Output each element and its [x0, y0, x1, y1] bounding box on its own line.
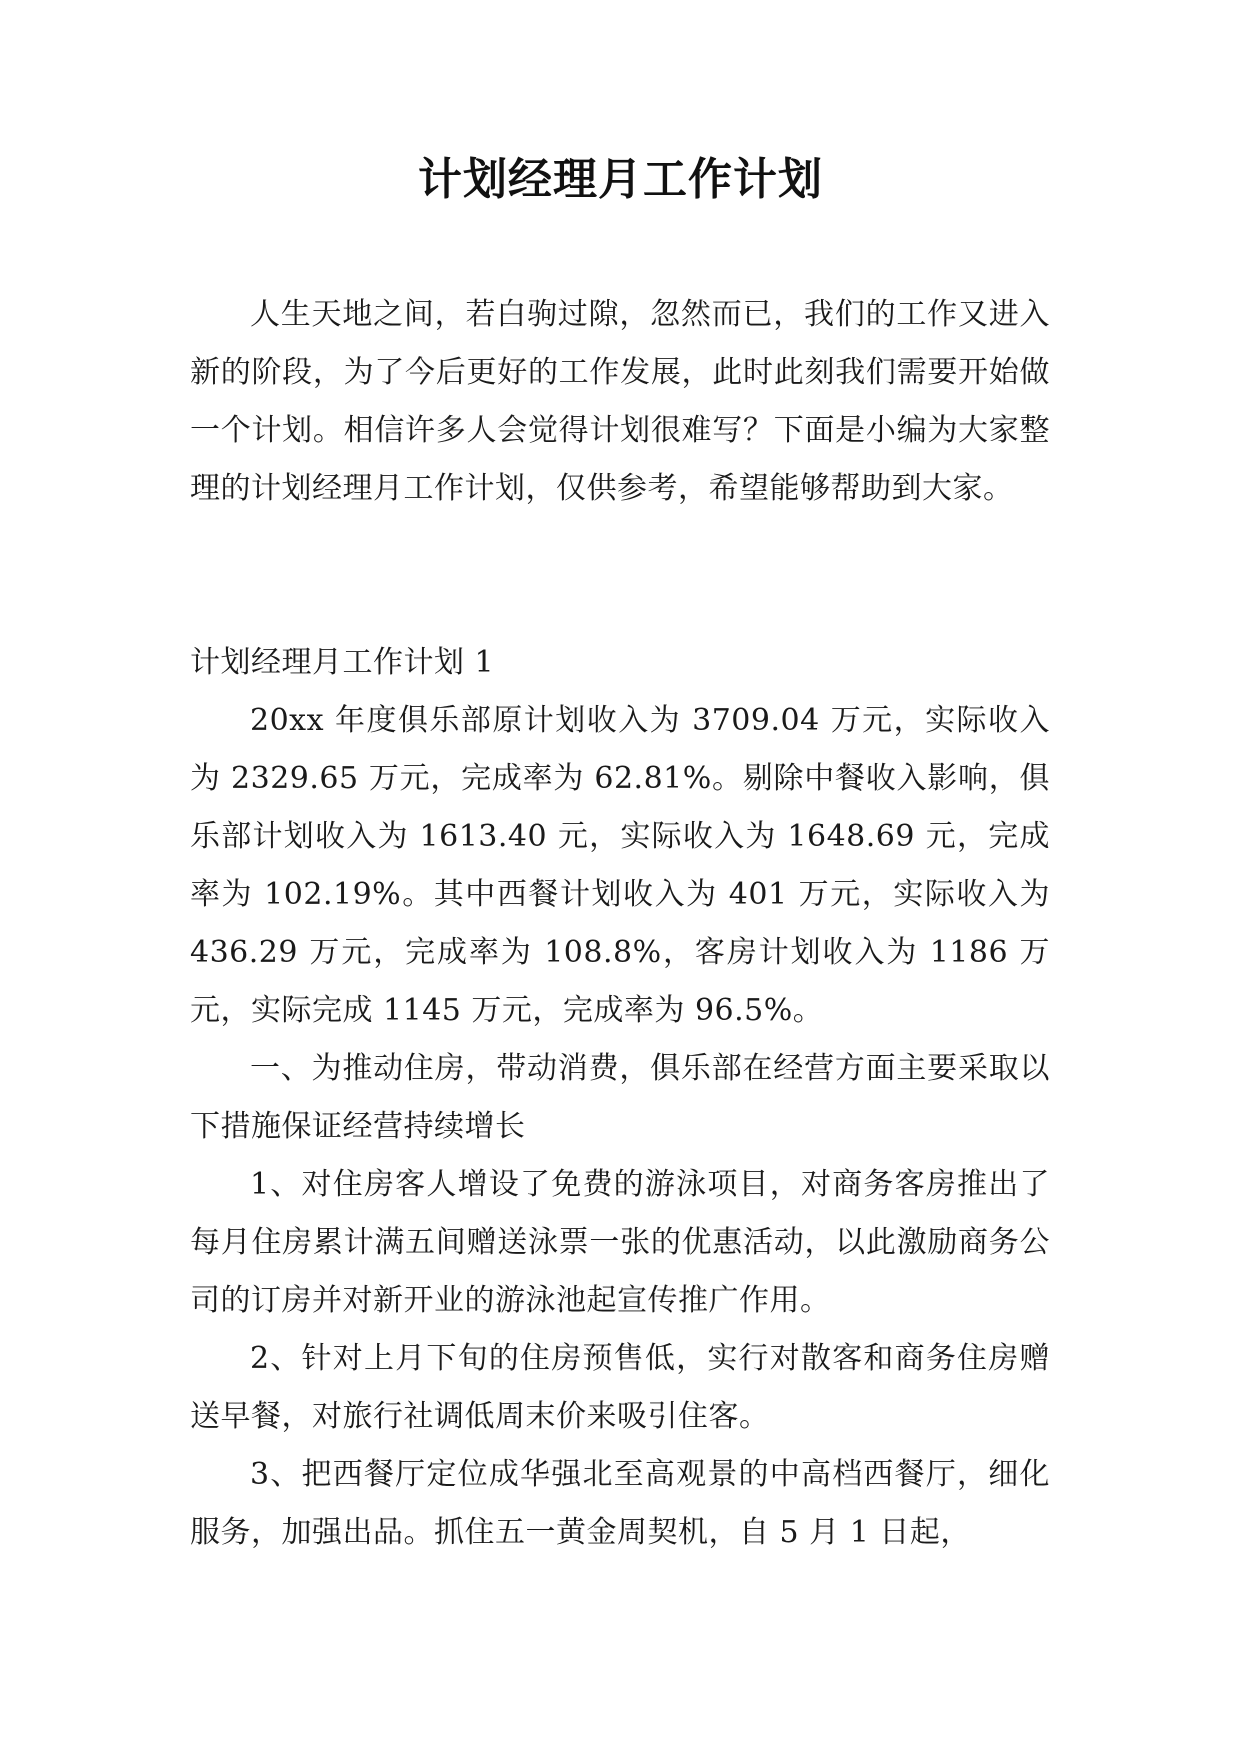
intro-paragraph: 人生天地之间，若白驹过隙，忽然而已，我们的工作又进入新的阶段，为了今后更好的工作发展，此时此刻我们需要开始做一个计划。相信许多人会觉得计划很难写？下面是小编为大家整理的计划经理月工作计划，仅供参考，希望能够帮助到大家。 — [190, 297, 1050, 506]
paragraph-revenue-summary: 20xx 年度俱乐部原计划收入为 3709.04 万元，实际收入为 2329.65 万元，完成率为 62.81%。剔除中餐收入影响，俱乐部计划收入为 1613.40 元，实际收入为 1648.69 元，完成率为 102.19%。其中西餐计划收入为 401 万元，实际收入为 436.29 万元，完成率为 108.8%，客房计划收入为 1186 万元，实际完成 1145 万元，完成率为 96.5%。 — [190, 703, 1050, 1028]
intro-block — [190, 286, 1050, 518]
section-heading: 计划经理月工作计划 1 — [190, 645, 495, 680]
paragraph-measures-heading: 一、为推动住房，带动消费，俱乐部在经营方面主要采取以下措施保证经营持续增长 — [190, 1051, 1050, 1144]
document-title: 计划经理月工作计划 — [418, 154, 823, 205]
section-1 — [190, 634, 1050, 1562]
paragraph-item-2: 2、针对上月下旬的住房预售低，实行对散客和商务住房赠送早餐，对旅行社调低周末价来吸引住客。 — [190, 1341, 1050, 1434]
paragraph-item-1: 1、对住房客人增设了免费的游泳项目，对商务客房推出了每月住房累计满五间赠送泳票一张的优惠活动，以此激励商务公司的订房并对新开业的游泳池起宣传推广作用。 — [190, 1167, 1050, 1318]
paragraph-item-3: 3、把西餐厅定位成华强北至高观景的中高档西餐厅，细化服务，加强出品。抓住五一黄金周契机，自 5 月 1 日起， — [190, 1457, 1050, 1550]
